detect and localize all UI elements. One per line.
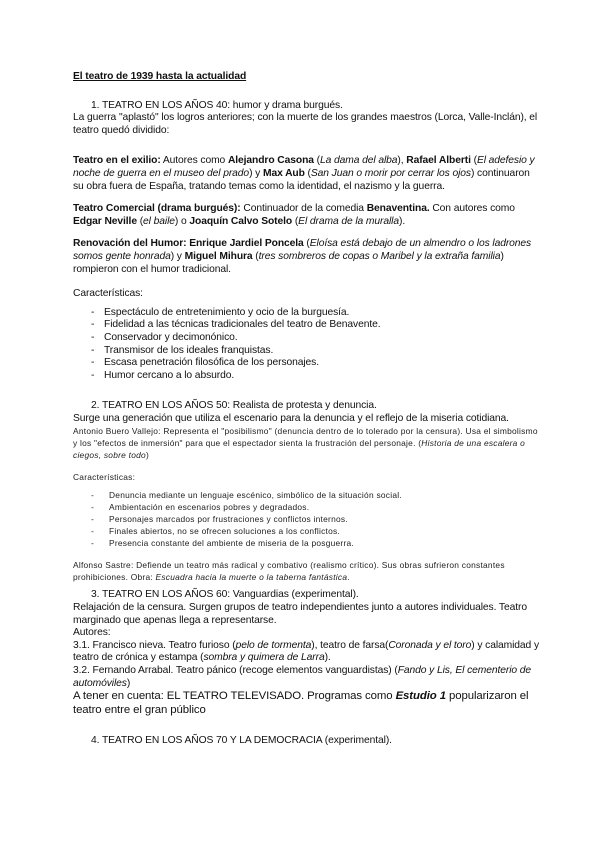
section-2-characteristics-label: Características:: [73, 472, 136, 483]
list-item: - Denuncia mediante un lenguaje escénico, simbólico de la situación social.: [73, 489, 541, 501]
list-item: - Personajes marcados por frustraciones y conflictos internos.: [73, 513, 541, 525]
teatro-comercial-paragraph: Teatro Comercial (drama burgués): Continuador de la comedia Benaventina. Con autores como Edgar Neville (el baile) o Joaquín Calvo Sotelo (El drama de la muralla).: [73, 203, 515, 227]
section-3-autores-label: Autores:: [73, 627, 111, 639]
section-1-characteristics-list: [73, 307, 541, 383]
section-1-heading: 1. TEATRO EN LOS AÑOS 40: humor y drama burgués.: [91, 99, 343, 111]
buero-vallejo-paragraph: Antonio Buero Vallejo: Representa el "posibilismo" (denuncia dentro de lo tolerado por la censura). Usa el simbolismo y los "efectos de inmersión" para que el espectador sienta la frustración del personaje. (Historia de una escalera o ciegos, sobre todo): [73, 426, 538, 461]
list-item: - Ambientación en escenarios pobres y degradados.: [73, 501, 541, 513]
list-item: - Transmisor de los ideales franquistas.: [73, 345, 541, 358]
list-item: - Conservador y decimonónico.: [73, 332, 541, 345]
section-4-heading: 4. TEATRO EN LOS AÑOS 70 Y LA DEMOCRACIA (experimental).: [91, 735, 392, 747]
renovacion-humor-paragraph: Renovación del Humor: Enrique Jardiel Poncela (Eloísa está debajo de un almendro o los ladrones somos gente honrada) y Miguel Mihura (tres sombreros de copas o Maribel y la extraña familia) rompieron con el humor tradicional.: [73, 238, 532, 275]
section-3-heading: 3. TEATRO EN LOS AÑOS 60: Vanguardias (experimental).: [91, 589, 359, 601]
section-2-intro: Surge una generación que utiliza el escenario para la denuncia y el reflejo de la miseria cotidiana.: [73, 412, 509, 424]
list-item: - Escasa penetración filosófica de los personajes.: [73, 357, 541, 370]
author-3-1-paragraph: 3.1. Francisco nieva. Teatro furioso (pelo de tormenta), teatro de farsa(Coronada y el toro) y calamidad y teatro de crónica y estampa (sombra y quimera de Larra).: [73, 639, 539, 664]
section-1-intro: La guerra "aplastó" los logros anteriores; con la muerte de los grandes maestros (Lorca, Valle-Inclán), el teatro quedó dividido:: [73, 112, 538, 136]
teatro-exilio-paragraph: Teatro en el exilio: Autores como Alejandro Casona (La dama del alba), Rafael Alberti (El adefesio y noche de guerra en el museo del prado) y Max Aub (San Juan o morir por cerrar los ojos) continuaron su obra fuera de España, tratando temas como la identidad, el nazismo y la guerra.: [73, 155, 535, 192]
list-item: - Presencia constante del ambiente de miseria de la posguerra.: [73, 537, 541, 549]
list-item: - Finales abiertos, no se ofrecen soluciones a los conflictos.: [73, 525, 541, 537]
list-item: - Espectáculo de entretenimiento y ocio de la burguesía.: [73, 307, 541, 320]
document-title: El teatro de 1939 hasta la actualidad: [73, 71, 247, 82]
document-body: [73, 71, 541, 748]
author-3-2-paragraph: 3.2. Fernando Arrabal. Teatro pánico (recoge elementos vanguardistas) (Fando y Lis, El cementerio de automóviles): [73, 665, 532, 689]
teatro-televisado-paragraph: A tener en cuenta: EL TEATRO TELEVISADO. Programas como Estudio 1 popularizaron el teatro entre el gran público: [73, 690, 529, 716]
list-item: - Fidelidad a las técnicas tradicionales del teatro de Benavente.: [73, 319, 541, 332]
alfonso-sastre-paragraph: Alfonso Sastre: Defiende un teatro más radical y combativo (realismo crítico). Sus obras sufrieron constantes prohibiciones. Obra: Escuadra hacia la muerte o la taberna fantástica.: [73, 560, 505, 583]
section-2-heading: 2. TEATRO EN LOS AÑOS 50: Realista de protesta y denuncia.: [91, 400, 377, 412]
section-2-characteristics-list: [73, 489, 541, 549]
list-item: - Humor cercano a lo absurdo.: [73, 370, 541, 383]
section-3-intro: Relajación de la censura. Surgen grupos de teatro independientes junto a autores individuales. Teatro marginado que apenas llega a representarse.: [73, 602, 527, 626]
section-1-characteristics-label: Características:: [73, 288, 143, 300]
